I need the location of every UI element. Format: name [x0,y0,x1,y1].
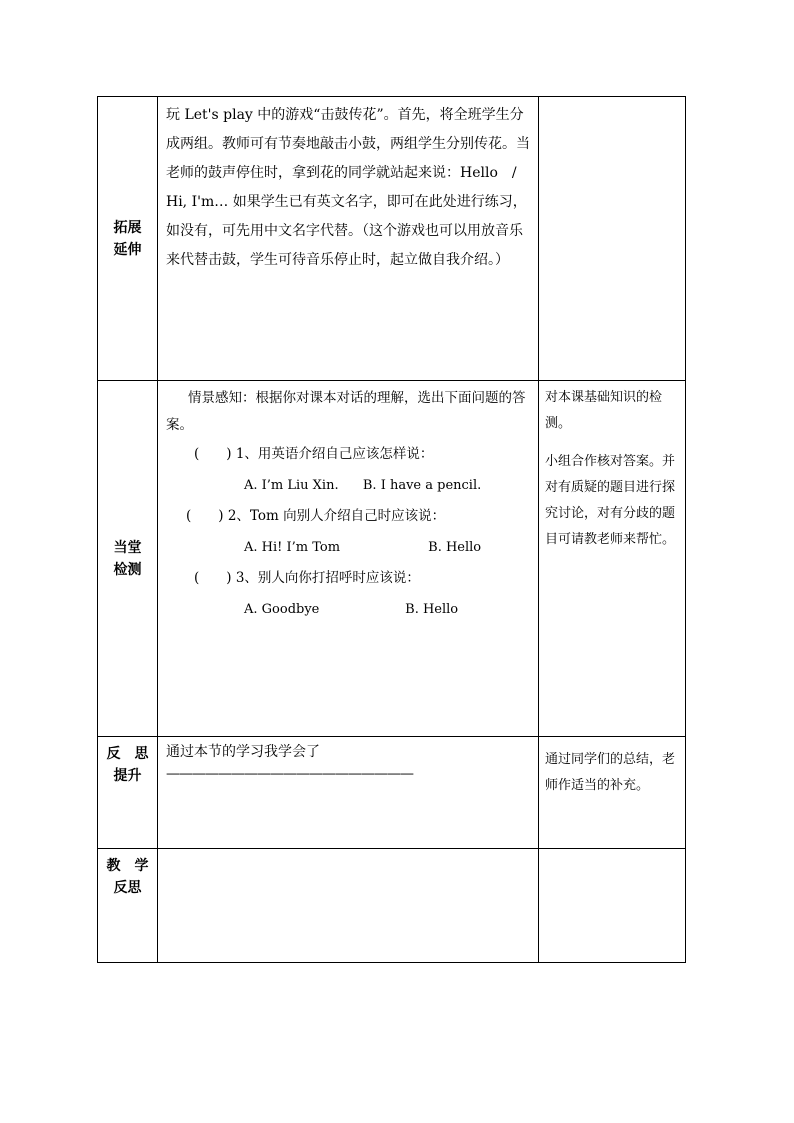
question-1-option-a: A. I’m Liu Xin. [244,478,339,493]
check-row [98,381,686,737]
check-note-1: 对本课基础知识的检测。 [545,390,663,431]
reflection-blank-line: ——————————————————— [166,766,413,782]
extension-label: 拓展 延伸 [98,97,158,381]
reflection-row [98,737,686,849]
check-note [539,381,686,737]
lesson-plan-table [97,96,686,963]
check-intro: 情景感知：根据你对课本对话的理解，选出下面问题的答案。 [166,390,526,433]
check-note-2: 小组合作核对答案。并对有质疑的题目进行探究讨论，对有分歧的题目可请教老师来帮忙。 [545,454,676,547]
reflection-note-text: 通过同学们的总结，老师作适当的补充。 [545,752,676,793]
question-2-options [166,532,532,563]
teaching-reflection-row [98,849,686,963]
question-3-option-b: B. Hello [405,602,459,617]
teaching-reflection-note [539,849,686,963]
extension-content [158,97,539,381]
extension-note [539,97,686,381]
question-2-option-b: B. Hello [428,540,482,555]
question-2: ( ) 2、Tom 向别人介绍自己时应该说： [186,508,446,524]
question-3: ( ) 3、别人向你打招呼时应该说： [194,570,420,586]
question-3-options [166,594,532,625]
reflection-note [539,737,686,849]
check-label: 当堂 检测 [98,381,158,737]
teaching-reflection-label: 教 学 反思 [98,849,158,963]
question-1-option-b: B. I have a pencil. [362,478,482,493]
question-2-option-a: A. Hi! I’m Tom [244,540,341,555]
question-1: ( ) 1、用英语介绍自己应该怎样说： [194,446,434,462]
extension-text: 玩 Let's play 中的游戏“击鼓传花”。首先，将全班学生分成两组。教师可有节奏地敲击小鼓，两组学生分别传花。当老师的鼓声停住时，拿到花的同学就站起来说：Hello / Hi, I'm… 如果学生已有英文名字，即可在此处进行练习，如没有，可先用中文名字代替。（这个游戏也可以用放音乐来代替击鼓，学生可待音乐停止时，起立做自我介绍。） [166,107,530,268]
extension-row [98,97,686,381]
reflection-content [158,737,539,849]
question-1-options [166,470,532,501]
question-3-option-a: A. Goodbye [244,602,320,617]
reflection-text: 通过本节的学习我学会了 [166,744,320,760]
check-content [158,381,539,737]
reflection-label: 反 思 提升 [98,737,158,849]
teaching-reflection-content [158,849,539,963]
